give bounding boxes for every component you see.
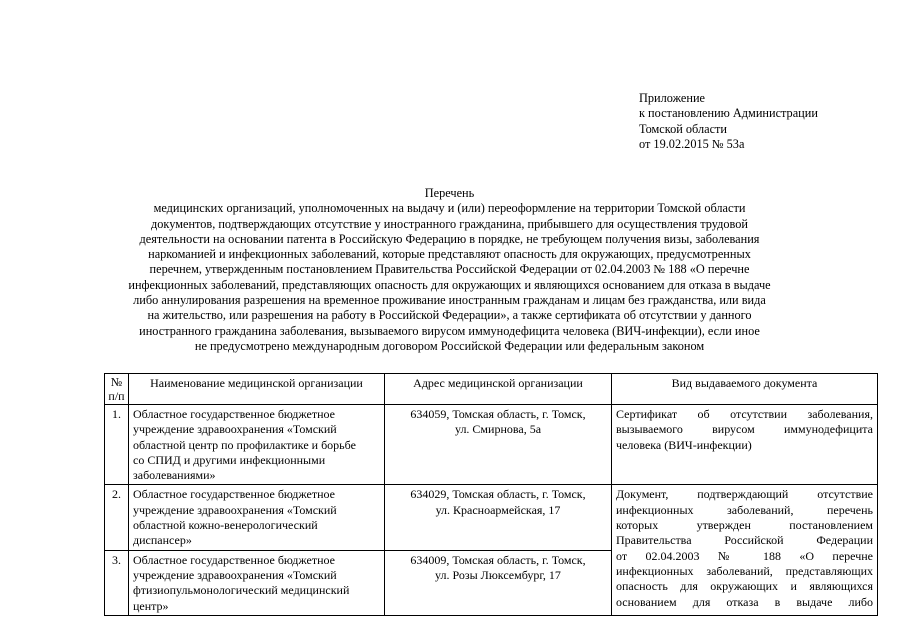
address-line: ул. Розы Люксембург, 17 bbox=[435, 567, 561, 582]
doc-line: человека (ВИЧ-инфекции) bbox=[616, 437, 752, 452]
address-line: 634029, Томская область, г. Томск, bbox=[410, 487, 586, 502]
org-line: заболеваниями» bbox=[133, 468, 216, 483]
row-document bbox=[612, 405, 878, 485]
doc-line: инфекционных заболеваний, перечень bbox=[616, 502, 873, 517]
heading-line: на жительство, или разрешения на работу в Российской Федерации», а также сертификата об отсутствии у данного bbox=[147, 308, 752, 323]
row-num: 2. bbox=[105, 485, 129, 550]
header-num bbox=[105, 374, 129, 405]
document-heading bbox=[86, 186, 813, 354]
appendix-line: Томской области bbox=[639, 121, 727, 136]
org-line: областной кожно-венерологический bbox=[133, 518, 318, 533]
address-line: ул. Смирнова, 5а bbox=[454, 422, 542, 437]
doc-line: основанием для отказа в выдаче либо bbox=[616, 594, 873, 609]
header-org: Наименование медицинской организации bbox=[129, 374, 385, 405]
heading-title: Перечень bbox=[424, 186, 475, 200]
organizations-table bbox=[104, 373, 878, 616]
appendix-line: Приложение bbox=[639, 91, 705, 105]
doc-line: от 02.04.2003 № 188 «О перечне bbox=[616, 548, 873, 563]
org-line: учреждение здравоохранения «Томский bbox=[133, 422, 337, 437]
table-row bbox=[105, 405, 878, 485]
heading-line: не предусмотрено международным договором Российской Федерации или федеральным законом bbox=[194, 338, 705, 353]
address-line: ул. Красноармейская, 17 bbox=[435, 502, 561, 517]
org-line: фтизиопульмонологический медицинский bbox=[133, 583, 350, 598]
heading-line: наркоманией и инфекционных заболеваний, которые представляют опасность для окружающих, предусмотренных bbox=[148, 247, 751, 262]
row-document bbox=[612, 485, 878, 615]
header-address: Адрес медицинской организации bbox=[385, 374, 612, 405]
row-org bbox=[129, 485, 385, 550]
header-document: Вид выдаваемого документа bbox=[612, 374, 878, 405]
doc-line: вызываемого вирусом иммунодефицита bbox=[616, 422, 873, 437]
org-line: диспансер» bbox=[133, 533, 192, 548]
doc-line: инфекционных заболеваний, представляющих bbox=[616, 563, 873, 578]
appendix-block bbox=[639, 91, 818, 152]
org-line: со СПИД и другими инфекционными bbox=[133, 452, 326, 467]
row-org bbox=[129, 405, 385, 485]
row-num: 1. bbox=[105, 405, 129, 485]
doc-line: Правительства Российской Федерации bbox=[616, 533, 873, 548]
heading-line: инфекционных заболеваний, представляющих опасность для окружающих и являющихся основанием для отказа в выдаче bbox=[128, 277, 771, 292]
org-line: центр» bbox=[133, 598, 169, 613]
table-header-row bbox=[105, 374, 878, 405]
org-line: Областное государственное бюджетное bbox=[133, 487, 335, 502]
header-num-line: п/п bbox=[108, 389, 125, 403]
org-line: Областное государственное бюджетное bbox=[133, 407, 335, 421]
row-address bbox=[385, 405, 612, 485]
address-line: 634009, Томская область, г. Томск, bbox=[410, 552, 586, 567]
org-line: учреждение здравоохранения «Томский bbox=[133, 502, 337, 517]
doc-line: опасность для окружающих и являющихся bbox=[616, 579, 873, 594]
org-line: Областное государственное бюджетное bbox=[133, 552, 335, 567]
heading-line: иностранного гражданина заболевания, вызываемого вирусом иммунодефицита человека (ВИЧ-инфекции), если иное bbox=[139, 323, 760, 338]
header-num-line: № bbox=[110, 375, 123, 389]
heading-line: перечнем, утвержденным постановлением Правительства Российской Федерации от 02.04.2003 № 188 «О перечне bbox=[149, 262, 750, 277]
table-row bbox=[105, 485, 878, 550]
row-org bbox=[129, 550, 385, 615]
appendix-line: от 19.02.2015 № 53а bbox=[639, 136, 745, 151]
doc-line: Документ, подтверждающий отсутствие bbox=[616, 487, 873, 502]
heading-line: медицинских организаций, уполномоченных на выдачу и (или) переоформление на территории Томской области bbox=[153, 201, 746, 216]
org-line: областной центр по профилактике и борьбе bbox=[133, 437, 356, 452]
address-line: 634059, Томская область, г. Томск, bbox=[410, 407, 586, 421]
appendix-line: к постановлению Администрации bbox=[639, 106, 818, 121]
org-line: учреждение здравоохранения «Томский bbox=[133, 567, 337, 582]
heading-line: деятельности на основании патента в Российскую Федерацию в порядке, не требующем получения визы, заболевания bbox=[139, 231, 760, 246]
row-address bbox=[385, 485, 612, 550]
doc-line: Сертификат об отсутствии заболевания, bbox=[616, 407, 873, 421]
heading-line: документов, подтверждающих отсутствие у иностранного гражданина, прибывшего для осуществления трудовой bbox=[151, 216, 748, 231]
heading-line: либо аннулирования разрешения на временное проживание иностранным гражданам и лицам без гражданства, или вида bbox=[133, 293, 766, 308]
row-num: 3. bbox=[105, 550, 129, 615]
row-address bbox=[385, 550, 612, 615]
doc-line: которых утвержден постановлением bbox=[616, 518, 873, 533]
